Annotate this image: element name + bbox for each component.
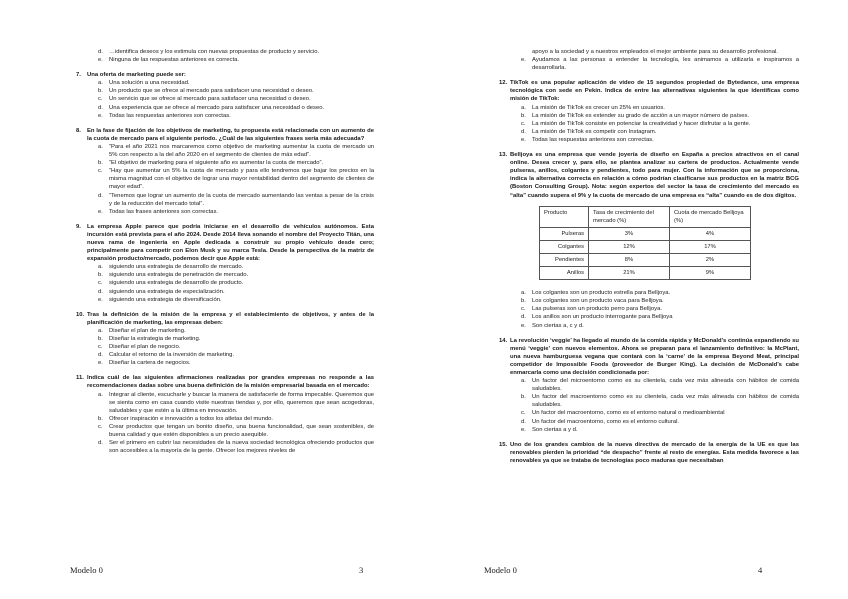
question-stem [76,374,374,390]
answer-option [521,322,799,330]
table-header-cell: Producto [540,206,589,227]
footer-model: Modelo 0 [484,565,517,575]
option-letter: d. [521,418,526,425]
answer-options [76,327,374,367]
answer-option [521,305,799,313]
answer-option [521,426,799,434]
option-letter: b. [521,394,526,401]
answer-option [98,335,374,343]
option-text: Son ciertas a, c y d. [532,322,584,329]
option-letter: c. [98,280,103,287]
option-text: Son ciertas a y d. [532,426,578,433]
question [499,151,799,330]
option-letter: a. [521,378,526,385]
option-text: Un factor del macroentorno, como es el entorno natural o medioambiental [532,410,725,417]
question-number: 13. [499,152,508,159]
answer-option [98,271,374,279]
table-cell: Pendientes [540,253,589,266]
option-letter: c. [98,168,103,175]
option-text: Un producto que se ofrece al mercado para satisfacer una necesidad o deseo. [109,88,314,95]
option-letter: d. [98,352,103,359]
question-stem [499,337,799,377]
answer-options [499,56,799,72]
option-text: Una solución a una necesidad. [109,80,190,87]
option-letter: d. [521,314,526,321]
question-number: 8. [76,127,81,134]
question [76,374,374,455]
question-text: La revolución ‘veggie’ ha llegado al mundo de la comida rápida y McDonald’s continúa expandiendo su menú ‘veggie’ con nuevos elementos. Ahora se preparan para el lanzamiento definitivo: la McPlant, una nueva hamburguesa vegana que contará con la ‘carne’ de la empresa Beyond Meat, principal competidor de Impossible Foods (proveedor de Burger King). La decisión de McDonald’s cabe enmarcarla como una decisión condicionada por: [510,337,799,376]
question-number: 9. [76,223,81,230]
table-cell: 12% [589,240,670,253]
option-letter: c. [521,306,526,313]
table-cell: 21% [589,267,670,280]
question-stem [76,127,374,143]
table-row [540,227,751,240]
answer-option [521,104,799,112]
answer-option [98,159,374,167]
continued-option-text: apoyo a la sociedad y a nuestros empleados el mejor ambiente para su desarrollo profesional. [532,49,778,55]
question-number: 7. [76,72,81,79]
page-4 [424,0,848,599]
answer-option [98,439,374,455]
question [76,223,374,304]
question [499,337,799,434]
question [76,311,374,368]
option-letter: a. [98,327,103,334]
answer-option [98,415,374,423]
option-letter: b. [98,272,103,279]
option-text: La misión de TikTok es extender su grado de acción a un mayor número de países. [532,112,750,119]
option-letter: b. [521,112,526,119]
option-letter: d. [98,104,103,111]
option-text: Integrar al cliente, escucharle y buscar la manera de satisfacerle de forma impecable. Queremos que se sienta como en casa cuando visite nuestras tiendas y, por ello, queremos que sean acogedoras, saludables y que estén a la última en innovación. [109,391,374,414]
page-number: 4 [758,565,763,575]
option-letter: a. [98,143,103,150]
answer-option [98,79,374,87]
option-text: siguiendo una estrategia de especialización. [109,288,225,295]
question [499,441,799,465]
answer-options [499,104,799,144]
answer-option [521,136,799,144]
answer-option [521,297,799,305]
answer-option [98,143,374,159]
table-cell: 3% [589,227,670,240]
footer-model: Modelo 0 [70,565,103,575]
option-text: “Para el año 2021 nos marcaremos como objetivo de marketing aumentar la cuota de mercado un 5% con respecto a la del año 2020 en el segmento de clientes de más edad”. [109,143,374,159]
answer-option [521,120,799,128]
option-text: Diseñar el plan de marketing. [109,327,186,334]
answer-option [98,112,374,120]
table-cell: Pulseras [540,227,589,240]
table-header-cell: Tasa de crecimiento del mercado (%) [589,206,670,227]
answer-option [98,359,374,367]
answer-option [521,393,799,409]
option-text: Los colgantes son un producto estrella para Belljoya. [532,290,671,297]
option-text: siguiendo una estrategia de desarrollo de producto. [109,280,244,287]
option-letter: b. [98,160,103,167]
option-text: Las pulseras son un producto perro para Belljoya. [532,306,662,313]
option-text: siguiendo una estrategia de penetración de mercado. [109,272,249,279]
option-letter: e. [98,296,103,303]
table-cell: 9% [670,267,751,280]
question-text: TikTok es una popular aplicación de video de 15 segundos propiedad de Bytedance, una empresa tecnológica con sede en Pekín. Indica de entre las alternativas siguientes la que identificas como misión de TikTok: [510,80,799,103]
option-letter: e. [521,322,526,329]
option-text: Diseñar el plan de negocio. [109,344,181,351]
option-text: siguiendo una estrategia de diversificación. [109,296,222,303]
answer-option [98,391,374,415]
option-letter: e. [98,57,103,64]
option-text: siguiendo una estrategia de desarrollo de mercado. [109,264,244,271]
answer-options [76,263,374,303]
answer-option [98,263,374,271]
option-letter: d. [98,49,103,55]
option-letter: b. [98,415,103,422]
question [76,71,374,120]
page-number: 3 [359,565,364,575]
table-cell: 17% [670,240,751,253]
answer-option [521,112,799,120]
option-letter: b. [98,336,103,342]
option-letter: a. [98,80,103,87]
question-text: Indica cuál de las siguientes afirmaciones realizadas por grandes empresas no responde a las recomendaciones dadas sobre una buena definición de la misión empresarial basada en el mercado: [87,375,374,390]
question-text: En la fase de fijación de los objetivos de marketing, tu propuesta está relacionada con un aumento de la cuota de mercado para el siguiente periodo. ¿Cuál de las siguientes frases sería más adecuada? [87,127,374,142]
answer-option [521,418,799,426]
question-stem [499,79,799,103]
question-number: 14. [499,337,508,344]
option-letter: b. [98,88,103,95]
question-text: La empresa Apple parece que podría iniciarse en el desarrollo de vehículos autónomos. Esta incursión está prevista para el año 2024. Desde 2014 lleva sonando el nombre del Proyecto Titán, una nueva rama de ingeniería en Apple dedicada a construir su propio vehículo desde cero; principalmente para competir con Elon Musk y su marca Tesla. Desde la perspectiva de la matriz de expansión producto/mercado, podemos decir que Apple está: [87,223,374,263]
answer-option [521,56,799,72]
answer-option [98,296,374,304]
answer-option [98,279,374,287]
continued-options [76,48,374,64]
answer-option [98,104,374,112]
table-cell: 4% [670,227,751,240]
option-text: Todas las respuestas anteriores son correctas. [532,136,654,143]
option-text: Diseñar la estrategia de marketing. [109,336,201,342]
option-text: Ofrecer inspiración e innovación a todos los atletas del mundo. [109,415,274,422]
question-stem [499,441,799,465]
option-text: Un factor del microentorno como es su clientela, cada vez más alineada con hábitos de comida saludables. [532,378,799,393]
bcg-data-table [539,206,751,281]
answer-option [98,56,374,64]
table-row [540,240,751,253]
option-letter: e. [98,360,103,367]
table-cell: 8% [589,253,670,266]
option-text: La misión de TikTok es competir con Instagram. [532,128,657,135]
answer-option [98,208,374,216]
question-number: 11. [76,375,84,382]
answer-option [98,192,374,208]
option-text: Ser el primero en cubrir las necesidades de la nueva sociedad tecnológica ofreciendo productos que son accesibles a la mayoría de la gente. Ofrecer los mejores niveles de [109,440,374,455]
continued-options [499,56,799,72]
table-row [540,253,751,266]
question-number: 10. [76,311,85,318]
option-text: Los colgantes son un producto vaca para Belljoya. [532,298,664,305]
option-text: Un servicio que se ofrece al mercado para satisfacer una necesidad o deseo. [109,96,311,103]
option-letter: d. [98,192,103,199]
answer-option [98,288,374,296]
question-text: Una oferta de marketing puede ser: [87,72,186,79]
option-letter: d. [98,288,103,295]
option-letter: e. [98,112,103,119]
option-letter: c. [98,96,103,103]
option-text: “Tenemos que lograr un aumento de la cuota de mercado aumentando las ventas a pesar de la crisis y de la reducción del mercado total”. [109,192,374,207]
answer-option [98,48,374,56]
answer-option [98,423,374,439]
answer-options [76,79,374,119]
option-letter: c. [98,423,103,430]
option-text: “El objetivo de marketing para el siguiente año es aumentar la cuota de mercado”. [109,160,324,167]
option-letter: d. [521,128,526,135]
answer-option [521,313,799,321]
option-letter: e. [98,208,103,215]
answer-option [98,343,374,351]
option-text: Ayudamos a las personas a entender la tecnología, les animamos a utilizarla e inspiramos a desarrollarla. [532,57,799,72]
option-letter: e. [521,57,526,64]
question-number: 15. [499,441,508,448]
option-text: La misión de TikTok consiste en potenciar la creatividad y hacer disfrutar a la gente. [532,120,751,127]
option-letter: a. [98,264,103,271]
answer-option [98,95,374,103]
question-stem [499,151,799,200]
answer-option [98,167,374,191]
answer-option [521,377,799,393]
question-text: Uno de los grandes cambios de la nueva directiva de mercado de la energía de la UE es que las renovables pierden la prioridad “de despacho” frente al resto de energías. Esta medida favorece a las renovables ya que se trataba de tecnologías poco maduras que necesitaban [510,441,799,464]
question-stem [76,223,374,263]
option-text: Todas las frases anteriores son correctas. [109,208,219,215]
option-text: Un factor del macroentorno como es su clientela, cada vez más alineada con hábitos de comida saludables. [532,394,799,409]
option-text: Un factor del macroentorno, como es el entorno cultural. [532,418,680,425]
question [76,127,374,216]
question-stem [76,71,374,79]
answer-options [76,143,374,216]
table-header-row [540,206,751,227]
option-letter: d. [98,440,103,447]
question-number: 12. [499,80,508,87]
page-3-content [76,48,374,462]
table-header-cell: Cuota de mercado Belljoya (%) [670,206,751,227]
option-letter: b. [521,298,526,305]
page-4-content [499,48,799,472]
answer-option [521,289,799,297]
option-text: “Hay que aumentar un 5% la cuota de mercado y para ello tendremos que bajar los precios en la misma magnitud con el objetivo de lograr una mayor rentabilidad dentro del segmento de clientes de mayor edad”. [109,168,374,191]
option-text: Diseñar la cartera de negocios. [109,360,191,367]
option-text: Ninguna de las respuestas anteriores es correcta. [109,57,239,64]
answer-options [499,289,799,329]
table-cell: 2% [670,253,751,266]
question-text: Belljoya es una empresa que vende joyería de diseño en España a precios atractivos en el canal online. Desea crecer y, para ello, se plantea analizar su cartera de productos. Actualmente vende pulseras, anillos, colgantes y pendientes, todo para mujer. Con la información que se proporciona, indica la alternativa correcta en relación a cómo podrían clasificarse sus productos en la matriz BCG (Boston Consulting Group). Nota: según expertos del sector la tasa de crecimiento del mercado es “alta” cuando supera el 9% y la cuota de mercado de una empresa es “alta” cuando es de dos dígitos. [510,152,799,199]
option-text: …identifica deseos y los estimula con nuevas propuestas de producto y servicio. [109,49,320,55]
question-text: Tras la definición de la misión de la empresa y el establecimiento de objetivos, y antes de la planificación de marketing, las empresas deben: [87,311,374,326]
option-text: Una experiencia que se ofrece al mercado para satisfacer una necesidad o deseo. [109,104,325,111]
option-letter: c. [98,344,103,351]
question [499,79,799,144]
answer-options [76,391,374,456]
option-letter: c. [521,120,526,127]
option-letter: a. [521,290,526,297]
option-text: Los anillos son un producto interrogante para Belljoya [532,314,673,321]
question-stem [76,311,374,327]
option-text: La misión de TikTok es crecer un 25% en usuarios. [532,104,665,111]
option-text: Todas las respuestas anteriores son correctas. [109,112,231,119]
answer-option [98,327,374,335]
option-letter: e. [521,136,526,143]
answer-option [521,128,799,136]
option-letter: a. [521,104,526,111]
answer-options [76,48,374,64]
table-cell: Colgantes [540,240,589,253]
table-cell: Anillos [540,267,589,280]
answer-options [499,377,799,434]
answer-option [521,409,799,417]
option-text: Calcular el retorno de la inversión de marketing. [109,352,235,359]
answer-option [98,351,374,359]
answer-option [98,87,374,95]
option-text: Crear productos que tengan un bonito diseño, una buena funcionalidad, que sean sostenibles, de buena calidad y que estén disponibles a un precio asequible. [109,423,374,439]
table-row [540,267,751,280]
option-letter: c. [521,410,526,417]
option-letter: a. [98,391,103,398]
option-letter: e. [521,426,526,433]
